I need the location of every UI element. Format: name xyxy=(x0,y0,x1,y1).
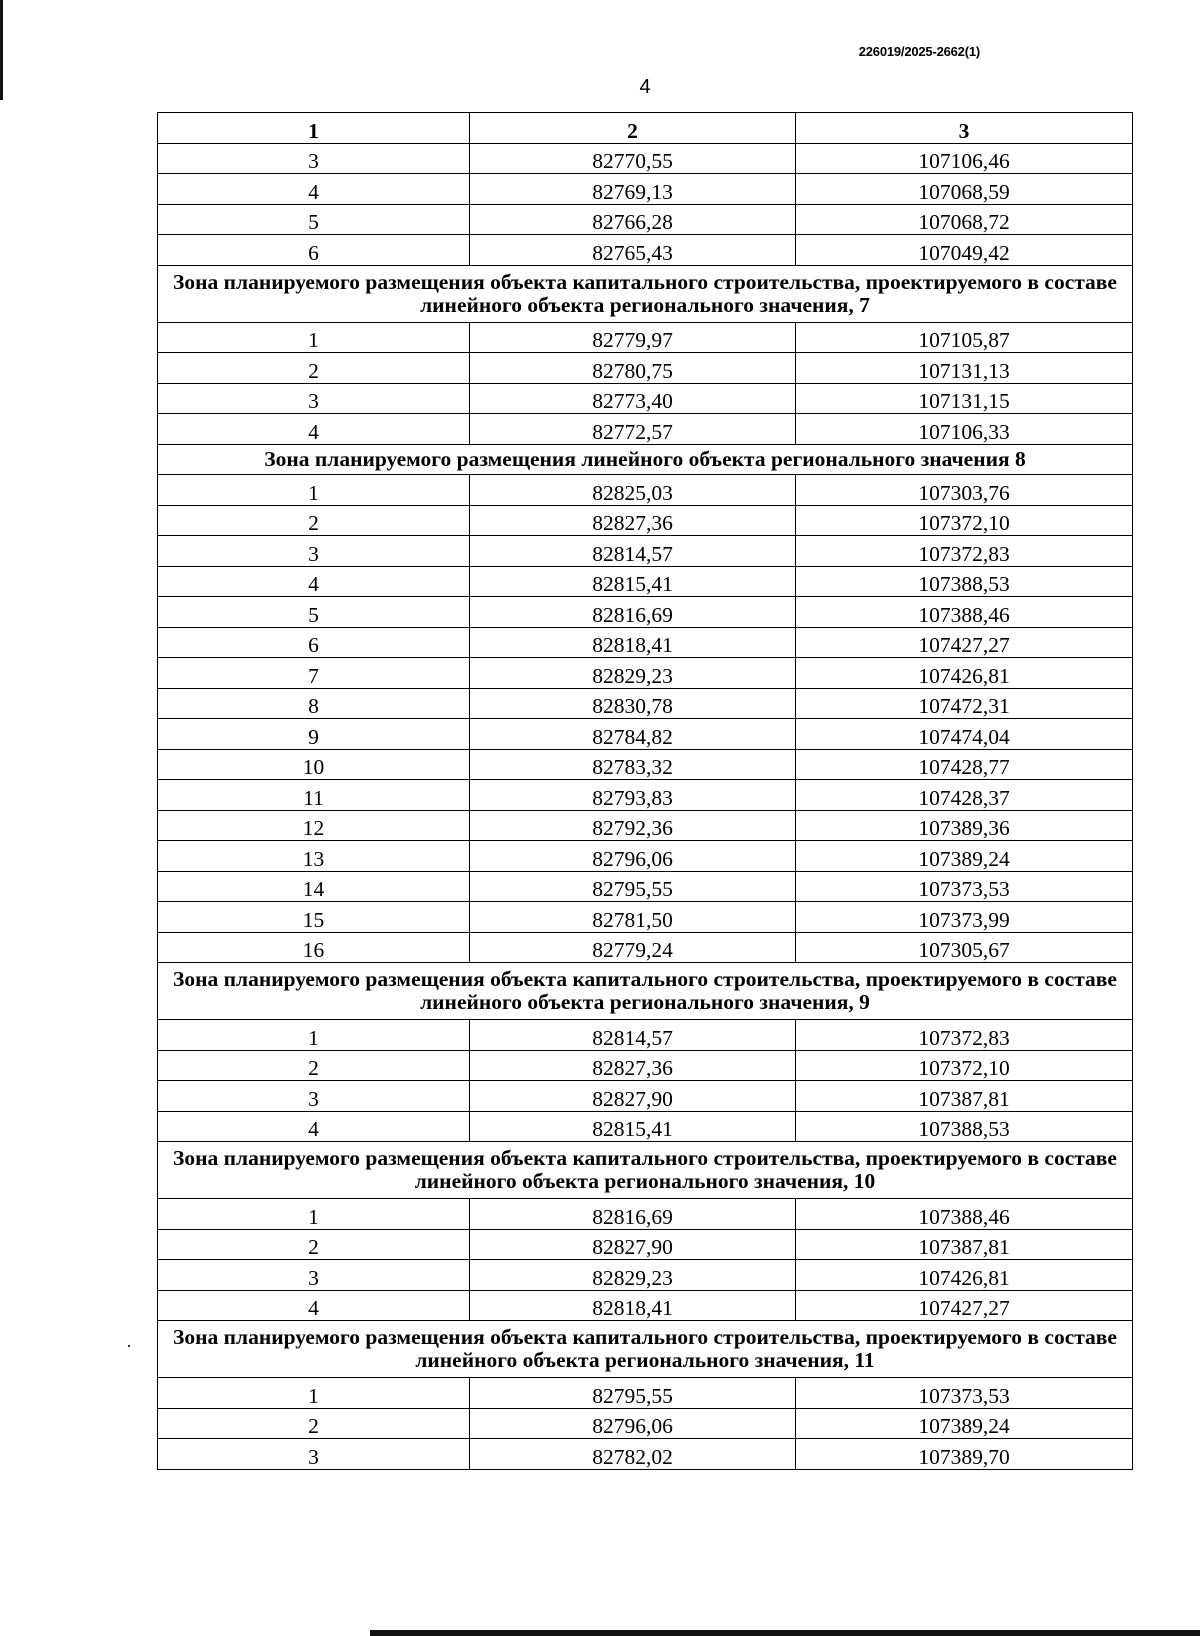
x-coordinate-cell: 82816,69 xyxy=(470,597,796,628)
x-coordinate-cell: 82792,36 xyxy=(470,810,796,841)
table-row xyxy=(158,414,1133,445)
point-number-cell: 5 xyxy=(158,204,470,235)
point-number-cell: 1 xyxy=(158,322,470,353)
x-coordinate-cell: 82769,13 xyxy=(470,174,796,205)
y-coordinate-cell: 107428,77 xyxy=(796,749,1133,780)
point-number-cell: 1 xyxy=(158,1378,470,1409)
x-coordinate-cell: 82766,28 xyxy=(470,204,796,235)
x-coordinate-cell: 82818,41 xyxy=(470,1290,796,1321)
x-coordinate-cell: 82782,02 xyxy=(470,1439,796,1470)
y-coordinate-cell: 107373,99 xyxy=(796,902,1133,933)
x-coordinate-cell: 82814,57 xyxy=(470,1020,796,1051)
point-number-cell: 1 xyxy=(158,1199,470,1230)
x-coordinate-cell: 82795,55 xyxy=(470,871,796,902)
x-coordinate-cell: 82772,57 xyxy=(470,414,796,445)
x-coordinate-cell: 82815,41 xyxy=(470,566,796,597)
point-number-cell: 3 xyxy=(158,1081,470,1112)
table-row xyxy=(158,688,1133,719)
y-coordinate-cell: 107372,10 xyxy=(796,505,1133,536)
point-number-cell: 9 xyxy=(158,719,470,750)
y-coordinate-cell: 107427,27 xyxy=(796,1290,1133,1321)
x-coordinate-cell: 82829,23 xyxy=(470,658,796,689)
table-row xyxy=(158,322,1133,353)
zone-title-row xyxy=(158,444,1133,475)
y-coordinate-cell: 107387,81 xyxy=(796,1081,1133,1112)
point-number-cell: 2 xyxy=(158,1050,470,1081)
y-coordinate-cell: 107426,81 xyxy=(796,1260,1133,1291)
table-row xyxy=(158,143,1133,174)
point-number-cell: 1 xyxy=(158,475,470,506)
y-coordinate-cell: 107389,36 xyxy=(796,810,1133,841)
x-coordinate-cell: 82773,40 xyxy=(470,383,796,414)
table-row xyxy=(158,627,1133,658)
table-row xyxy=(158,1111,1133,1142)
x-coordinate-cell: 82814,57 xyxy=(470,536,796,567)
x-coordinate-cell: 82815,41 xyxy=(470,1111,796,1142)
y-coordinate-cell: 107388,53 xyxy=(796,566,1133,597)
table-row xyxy=(158,353,1133,384)
table-row xyxy=(158,902,1133,933)
table-row xyxy=(158,597,1133,628)
scan-speck xyxy=(128,1345,130,1347)
table-row xyxy=(158,383,1133,414)
y-coordinate-cell: 107303,76 xyxy=(796,475,1133,506)
table-row xyxy=(158,566,1133,597)
table-row xyxy=(158,505,1133,536)
zone-title-row xyxy=(158,1142,1133,1199)
point-number-cell: 3 xyxy=(158,536,470,567)
y-coordinate-cell: 107131,15 xyxy=(796,383,1133,414)
y-coordinate-cell: 107372,83 xyxy=(796,536,1133,567)
table-row xyxy=(158,719,1133,750)
table-row xyxy=(158,871,1133,902)
point-number-cell: 8 xyxy=(158,688,470,719)
point-number-cell: 3 xyxy=(158,1439,470,1470)
point-number-cell: 2 xyxy=(158,353,470,384)
x-coordinate-cell: 82770,55 xyxy=(470,143,796,174)
table-row xyxy=(158,174,1133,205)
table-row xyxy=(158,1229,1133,1260)
table-row xyxy=(158,1378,1133,1409)
x-coordinate-cell: 82783,32 xyxy=(470,749,796,780)
y-coordinate-cell: 107372,10 xyxy=(796,1050,1133,1081)
y-coordinate-cell: 107427,27 xyxy=(796,627,1133,658)
point-number-cell: 4 xyxy=(158,174,470,205)
y-coordinate-cell: 107389,24 xyxy=(796,841,1133,872)
point-number-cell: 4 xyxy=(158,414,470,445)
point-number-cell: 4 xyxy=(158,1290,470,1321)
y-coordinate-cell: 107387,81 xyxy=(796,1229,1133,1260)
point-number-cell: 2 xyxy=(158,1229,470,1260)
y-coordinate-cell: 107426,81 xyxy=(796,658,1133,689)
scan-edge-bottom xyxy=(370,1630,1200,1636)
point-number-cell: 16 xyxy=(158,932,470,963)
point-number-cell: 5 xyxy=(158,597,470,628)
zone-title: Зона планируемого размещения линейного объекта регионального значения 8 xyxy=(158,444,1133,475)
y-coordinate-cell: 107106,33 xyxy=(796,414,1133,445)
y-coordinate-cell: 107388,53 xyxy=(796,1111,1133,1142)
x-coordinate-cell: 82796,06 xyxy=(470,1408,796,1439)
table-row xyxy=(158,536,1133,567)
page-number: 4 xyxy=(639,76,651,98)
zone-title: Зона планируемого размещения объекта капитального строительства, проектируемого в составе линейного объекта регионального значения, 11 xyxy=(158,1321,1133,1378)
table-header-row xyxy=(158,113,1133,144)
point-number-cell: 13 xyxy=(158,841,470,872)
point-number-cell: 3 xyxy=(158,1260,470,1291)
x-coordinate-cell: 82779,97 xyxy=(470,322,796,353)
point-number-cell: 15 xyxy=(158,902,470,933)
table-row xyxy=(158,841,1133,872)
table-row xyxy=(158,235,1133,266)
y-coordinate-cell: 107388,46 xyxy=(796,597,1133,628)
y-coordinate-cell: 107105,87 xyxy=(796,322,1133,353)
coordinates-table xyxy=(157,112,1133,1470)
x-coordinate-cell: 82796,06 xyxy=(470,841,796,872)
point-number-cell: 2 xyxy=(158,1408,470,1439)
column-header-3: 3 xyxy=(796,113,1133,144)
x-coordinate-cell: 82827,36 xyxy=(470,505,796,536)
table-row xyxy=(158,1439,1133,1470)
y-coordinate-cell: 107373,53 xyxy=(796,871,1133,902)
x-coordinate-cell: 82793,83 xyxy=(470,780,796,811)
table-row xyxy=(158,810,1133,841)
x-coordinate-cell: 82816,69 xyxy=(470,1199,796,1230)
point-number-cell: 12 xyxy=(158,810,470,841)
table-row xyxy=(158,1290,1133,1321)
table-row xyxy=(158,658,1133,689)
table-row xyxy=(158,1050,1133,1081)
table-row xyxy=(158,932,1133,963)
zone-title: Зона планируемого размещения объекта капитального строительства, проектируемого в составе линейного объекта регионального значения, 10 xyxy=(158,1142,1133,1199)
y-coordinate-cell: 107373,53 xyxy=(796,1378,1133,1409)
point-number-cell: 2 xyxy=(158,505,470,536)
y-coordinate-cell: 107388,46 xyxy=(796,1199,1133,1230)
column-header-2: 2 xyxy=(470,113,796,144)
x-coordinate-cell: 82830,78 xyxy=(470,688,796,719)
point-number-cell: 1 xyxy=(158,1020,470,1051)
point-number-cell: 11 xyxy=(158,780,470,811)
y-coordinate-cell: 107049,42 xyxy=(796,235,1133,266)
x-coordinate-cell: 82825,03 xyxy=(470,475,796,506)
table-row xyxy=(158,1020,1133,1051)
y-coordinate-cell: 107131,13 xyxy=(796,353,1133,384)
x-coordinate-cell: 82827,90 xyxy=(470,1081,796,1112)
y-coordinate-cell: 107106,46 xyxy=(796,143,1133,174)
point-number-cell: 4 xyxy=(158,1111,470,1142)
y-coordinate-cell: 107428,37 xyxy=(796,780,1133,811)
x-coordinate-cell: 82818,41 xyxy=(470,627,796,658)
x-coordinate-cell: 82784,82 xyxy=(470,719,796,750)
x-coordinate-cell: 82827,90 xyxy=(470,1229,796,1260)
y-coordinate-cell: 107389,24 xyxy=(796,1408,1133,1439)
zone-title-row xyxy=(158,1321,1133,1378)
y-coordinate-cell: 107472,31 xyxy=(796,688,1133,719)
table-row xyxy=(158,1199,1133,1230)
column-header-1: 1 xyxy=(158,113,470,144)
table-row xyxy=(158,475,1133,506)
zone-title-row xyxy=(158,265,1133,322)
point-number-cell: 6 xyxy=(158,235,470,266)
coordinates-table-body xyxy=(158,113,1133,1470)
x-coordinate-cell: 82829,23 xyxy=(470,1260,796,1291)
point-number-cell: 3 xyxy=(158,143,470,174)
table-row xyxy=(158,1408,1133,1439)
table-row xyxy=(158,780,1133,811)
table-row xyxy=(158,204,1133,235)
table-row xyxy=(158,749,1133,780)
y-coordinate-cell: 107305,67 xyxy=(796,932,1133,963)
point-number-cell: 3 xyxy=(158,383,470,414)
y-coordinate-cell: 107068,72 xyxy=(796,204,1133,235)
point-number-cell: 6 xyxy=(158,627,470,658)
x-coordinate-cell: 82779,24 xyxy=(470,932,796,963)
zone-title: Зона планируемого размещения объекта капитального строительства, проектируемого в составе линейного объекта регионального значения, 9 xyxy=(158,963,1133,1020)
point-number-cell: 10 xyxy=(158,749,470,780)
point-number-cell: 7 xyxy=(158,658,470,689)
x-coordinate-cell: 82781,50 xyxy=(470,902,796,933)
x-coordinate-cell: 82765,43 xyxy=(470,235,796,266)
zone-title-row xyxy=(158,963,1133,1020)
zone-title: Зона планируемого размещения объекта капитального строительства, проектируемого в составе линейного объекта регионального значения, 7 xyxy=(158,265,1133,322)
x-coordinate-cell: 82827,36 xyxy=(470,1050,796,1081)
document-number: 226019/2025-2662(1) xyxy=(858,44,980,59)
y-coordinate-cell: 107372,83 xyxy=(796,1020,1133,1051)
x-coordinate-cell: 82780,75 xyxy=(470,353,796,384)
x-coordinate-cell: 82795,55 xyxy=(470,1378,796,1409)
y-coordinate-cell: 107389,70 xyxy=(796,1439,1133,1470)
y-coordinate-cell: 107068,59 xyxy=(796,174,1133,205)
table-row xyxy=(158,1081,1133,1112)
table-row xyxy=(158,1260,1133,1291)
y-coordinate-cell: 107474,04 xyxy=(796,719,1133,750)
point-number-cell: 14 xyxy=(158,871,470,902)
point-number-cell: 4 xyxy=(158,566,470,597)
